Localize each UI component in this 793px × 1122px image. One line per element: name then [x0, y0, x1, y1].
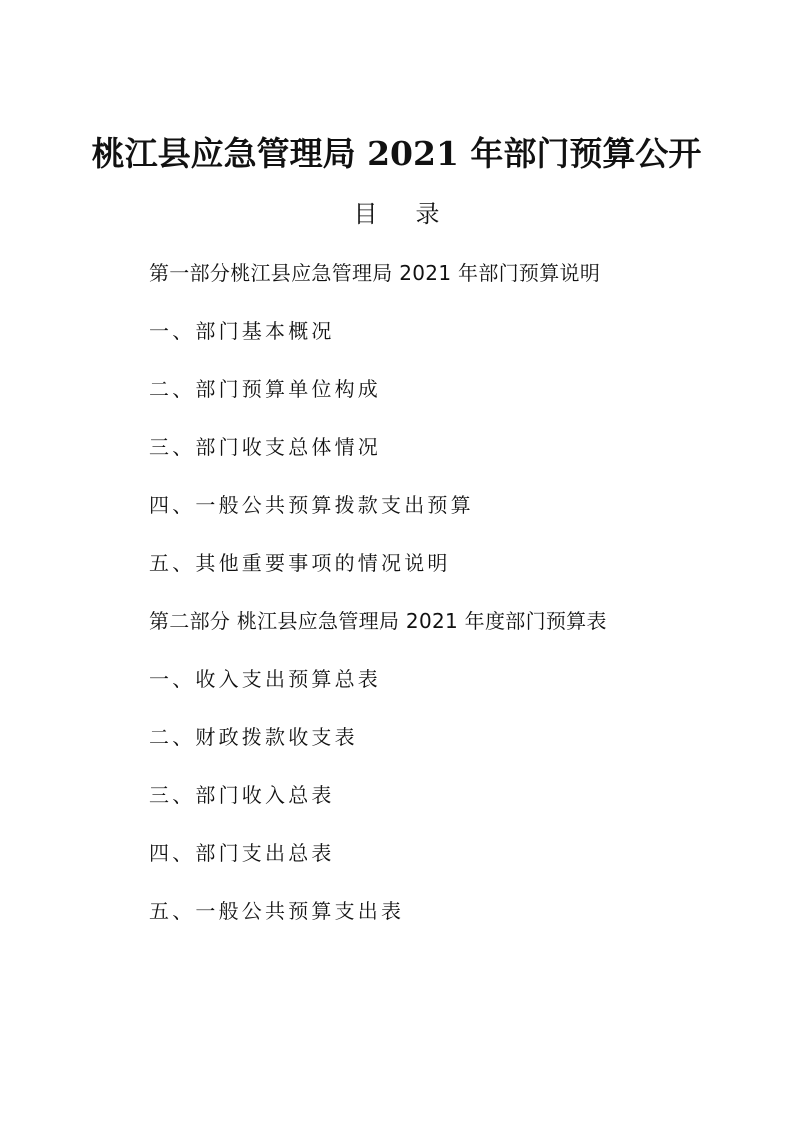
toc-item-basic-overview[interactable]: 一、部门基本概况: [149, 319, 335, 343]
toc-item-department-expense[interactable]: 四、部门支出总表: [149, 841, 335, 865]
toc-item-other-matters[interactable]: 五、其他重要事项的情况说明: [149, 551, 451, 575]
toc-item-department-income[interactable]: 三、部门收入总表: [149, 783, 335, 807]
toc-item-fiscal-appropriation[interactable]: 二、财政拨款收支表: [149, 725, 358, 749]
toc-part-1-heading[interactable]: 第一部分桃江县应急管理局 2021 年部门预算说明: [149, 261, 601, 285]
toc-heading: 目录: [353, 200, 478, 228]
page-title: 桃江县应急管理局 2021 年部门预算公开: [91, 134, 702, 173]
toc-item-general-public-budget[interactable]: 四、一般公共预算拨款支出预算: [149, 493, 474, 517]
toc-item-unit-composition[interactable]: 二、部门预算单位构成: [149, 377, 381, 401]
toc-item-income-expense-summary[interactable]: 一、收入支出预算总表: [149, 667, 381, 691]
toc-item-general-public-expense[interactable]: 五、一般公共预算支出表: [149, 899, 405, 923]
toc-part-2-heading[interactable]: 第二部分 桃江县应急管理局 2021 年度部门预算表: [149, 609, 607, 633]
toc-item-overall-budget[interactable]: 三、部门收支总体情况: [149, 435, 381, 459]
